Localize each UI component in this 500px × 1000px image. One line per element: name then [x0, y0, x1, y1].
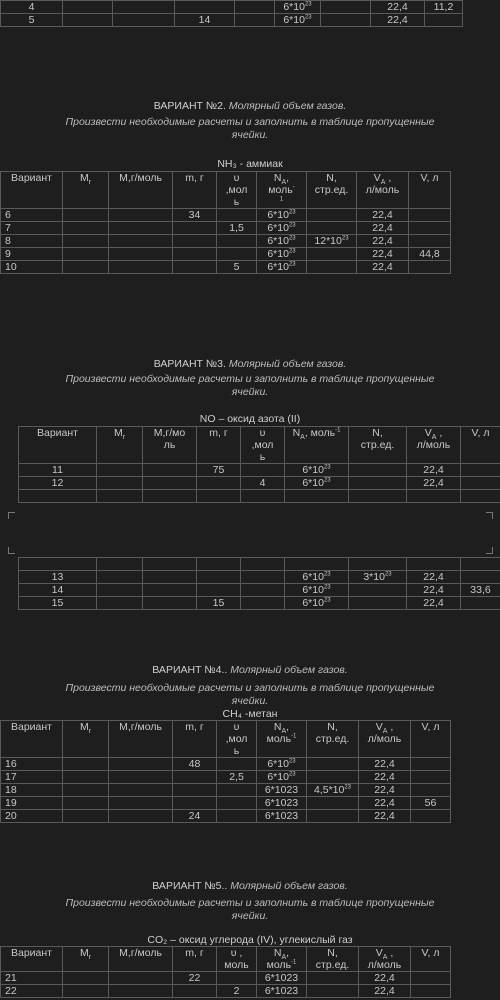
section-5-instruction: Произвести необходимые расчеты и заполнить в таблице пропущенные: [65, 897, 435, 909]
table-header-row: Вариант $M_r$ M,г/моль m, г υ , моль $N_A$, моль$^{-1}$ N, стр.ед. $V_A$ , л/моль V, л: [1, 947, 451, 972]
table-variant-4: [0, 720, 451, 823]
table-variant-3: [18, 426, 500, 503]
table-header-row: Вариант $M_r$ M,г/мо ль m, г υ ,мол ь $N_A$, моль$^{-1}$ N, стр.ед. $V_A$ , л/моль V, л: [19, 427, 500, 464]
section-2-substance: NH₃ - аммиак: [217, 158, 283, 170]
section-3-instruction-2: ячейки.: [231, 386, 269, 398]
section-4-instruction: Произвести необходимые расчеты и заполнить в таблице пропущенные: [65, 682, 435, 694]
table-row: 19 6*1023 22,4 56: [1, 797, 451, 810]
section-2-heading: ВАРИАНТ №2. Молярный объем газов.: [153, 100, 347, 112]
table-row: 7 1,5 $6*10^{23}$ 22,4: [1, 222, 451, 235]
section-3-substance: NO – оксид азота (II): [199, 413, 301, 425]
section-5-heading: ВАРИАНТ №5.. Молярный объем газов.: [152, 880, 348, 892]
table-row: 11 75 $6*10^{23}$ 22,4: [19, 464, 500, 477]
page-corner-mark: [8, 547, 15, 554]
table-row: 21 22 6*1023 22,4: [1, 972, 451, 985]
table-header-row: Вариант $M_r$ M,г/моль m, г υ ,мол ь $N_A$, моль$^{-1}$ N, стр.ед. $V_A$ , л/моль V, л: [1, 721, 451, 758]
table-row: 6 34 $6*10^{23}$ 22,4: [1, 209, 451, 222]
table-row: 8 $6*10^{23}$ $12*10^{23}$ 22,4: [1, 235, 451, 248]
table-row: 12 4 $6*10^{23}$ 22,4: [19, 477, 500, 490]
table-row: 17 2,5 $6*10^{23}$ 22,4: [1, 771, 451, 784]
table-row: 9 $6*10^{23}$ 22,4 44,8: [1, 248, 451, 261]
table-row: 13 $6*10^{23}$ $3*10^{23}$ 22,4: [19, 571, 500, 584]
table-row: 4 $6*10^{23}$ 22,4 11,2: [1, 1, 463, 14]
section-5-instruction-2: ячейки.: [231, 910, 269, 922]
section-4-heading: ВАРИАНТ №4.. Молярный объем газов.: [152, 664, 348, 676]
table-header-row: Вариант $M_r$ M,г/моль m, г υ ,мол ь $N_A$, моль- $^1$ N, стр.ед. $V_A$ , л/моль V, л: [1, 172, 451, 209]
section-4-substance: CH₄ -метан: [222, 708, 278, 720]
table-row: 18 6*1023 $4,5*10^{23}$ 22,4: [1, 784, 451, 797]
table-variant-3-continued: [18, 557, 500, 610]
table-top: [0, 0, 463, 27]
page-corner-mark: [8, 512, 15, 519]
table-row: 22 2 6*1023 22,4: [1, 985, 451, 998]
table-variant-2: [0, 171, 451, 274]
page-corner-mark: [486, 547, 493, 554]
section-2-instruction-2: ячейки.: [231, 129, 269, 141]
table-row: 20 24 6*1023 22,4: [1, 810, 451, 823]
section-2-instruction: Произвести необходимые расчеты и заполнить в таблице пропущенные: [65, 116, 435, 128]
page-corner-mark: [486, 512, 493, 519]
table-variant-5: [0, 946, 451, 998]
section-5-substance: CO₂ – оксид углерода (IV), углекислый газ: [147, 934, 353, 946]
table-row: 14 $6*10^{23}$ 22,4 33,6: [19, 584, 500, 597]
table-row: 16 48 $6*10^{23}$ 22,4: [1, 758, 451, 771]
section-3-instruction: Произвести необходимые расчеты и заполнить в таблице пропущенные: [65, 373, 435, 385]
table-row: 15 15 $6*10^{23}$ 22,4: [19, 597, 500, 610]
table-row: 10 5 $6*10^{23}$ 22,4: [1, 261, 451, 274]
table-row: 5 14 $6*10^{23}$ 22,4: [1, 14, 463, 27]
section-3-heading: ВАРИАНТ №3. Молярный объем газов.: [153, 358, 347, 370]
section-4-instruction-2: ячейки.: [231, 695, 269, 707]
